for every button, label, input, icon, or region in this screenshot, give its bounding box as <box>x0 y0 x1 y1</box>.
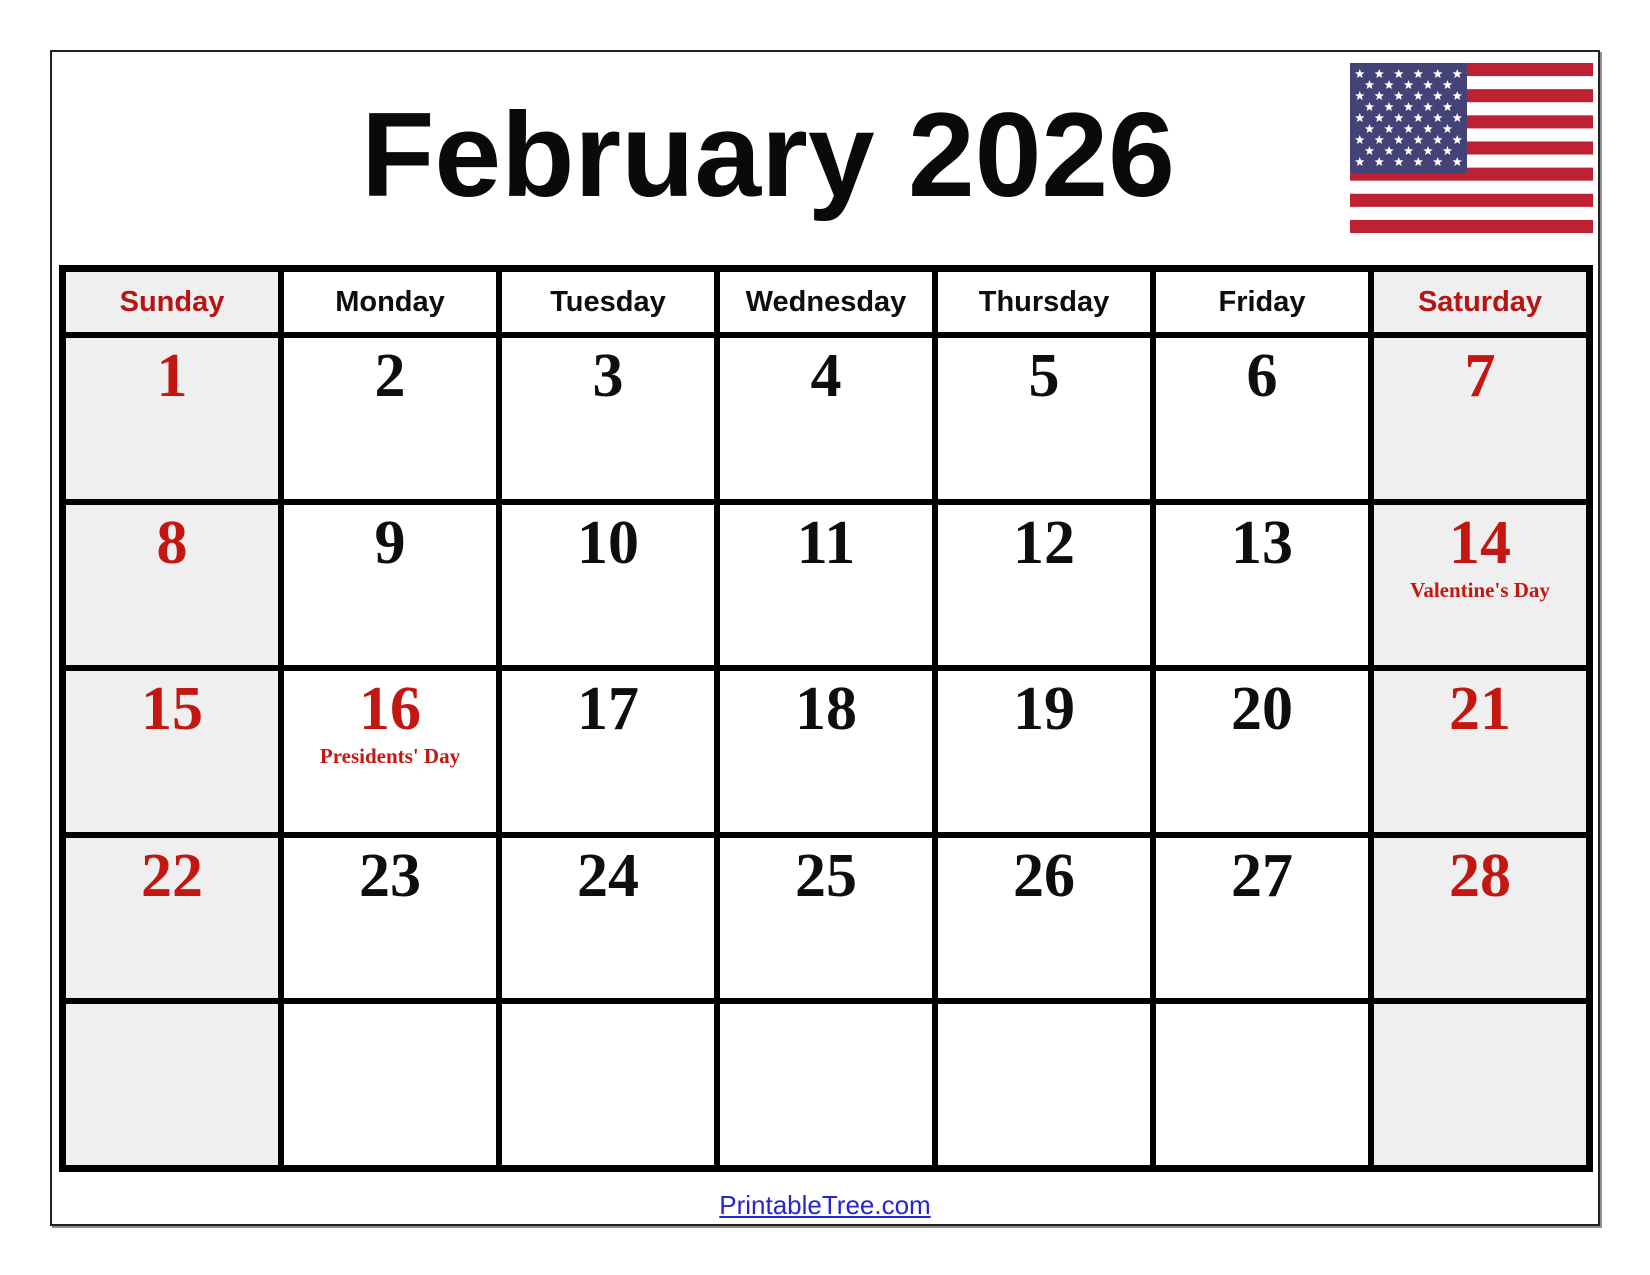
day-cell-9 <box>284 505 496 666</box>
day-number: 6 <box>1246 342 1278 410</box>
day-cell-1 <box>66 338 278 499</box>
weekday-header-saturday: Saturday <box>1374 272 1586 332</box>
day-number: 28 <box>1449 841 1511 910</box>
day-number: 22 <box>141 841 203 910</box>
calendar-grid <box>59 265 1593 1172</box>
day-cell-8 <box>66 505 278 666</box>
day-number: 27 <box>1231 841 1293 910</box>
day-cell-3 <box>502 338 714 499</box>
day-number: 2 <box>374 342 406 410</box>
us-flag-icon <box>1350 63 1593 233</box>
day-number: 15 <box>141 675 203 744</box>
day-cell-4 <box>720 338 932 499</box>
day-number: 17 <box>577 675 639 744</box>
day-cell-2 <box>284 338 496 499</box>
day-cell-15 <box>66 671 278 832</box>
day-cell-26 <box>938 838 1150 999</box>
day-number: 14 <box>1449 508 1511 577</box>
empty-day-cell <box>284 1004 496 1165</box>
day-cell-11 <box>720 505 932 666</box>
day-cell-27 <box>1156 838 1368 999</box>
day-cell-14 <box>1374 505 1586 666</box>
day-cell-13 <box>1156 505 1368 666</box>
holiday-label: Valentine's Day <box>1410 577 1550 602</box>
day-number: 1 <box>156 342 188 410</box>
weekday-header-friday: Friday <box>1156 272 1368 332</box>
day-number: 3 <box>592 342 624 410</box>
day-number: 5 <box>1028 342 1060 410</box>
day-cell-17 <box>502 671 714 832</box>
weekday-header-thursday: Thursday <box>938 272 1150 332</box>
day-cell-5 <box>938 338 1150 499</box>
day-cell-10 <box>502 505 714 666</box>
weekday-header-wednesday: Wednesday <box>720 272 932 332</box>
empty-day-cell <box>1374 1004 1586 1165</box>
day-cell-7 <box>1374 338 1586 499</box>
day-cell-23 <box>284 838 496 999</box>
empty-day-cell <box>502 1004 714 1165</box>
day-number: 18 <box>795 675 857 744</box>
day-cell-24 <box>502 838 714 999</box>
weekday-header-sunday: Sunday <box>66 272 278 332</box>
day-cell-22 <box>66 838 278 999</box>
day-number: 7 <box>1464 342 1496 410</box>
day-number: 21 <box>1449 675 1511 744</box>
day-cell-20 <box>1156 671 1368 832</box>
day-number: 16 <box>359 675 421 744</box>
day-cell-12 <box>938 505 1150 666</box>
day-cell-16 <box>284 671 496 832</box>
day-number: 10 <box>577 508 639 577</box>
page-title: February 2026 <box>361 88 1175 222</box>
day-number: 24 <box>577 841 639 910</box>
day-number: 12 <box>1013 508 1075 577</box>
holiday-label: Presidents' Day <box>319 744 461 769</box>
day-number: 8 <box>156 508 188 577</box>
day-number: 26 <box>1013 841 1075 910</box>
footer-link[interactable]: PrintableTree.com <box>719 1190 931 1220</box>
day-number: 4 <box>810 342 842 410</box>
day-cell-28 <box>1374 838 1586 999</box>
day-cell-19 <box>938 671 1150 832</box>
calendar-page <box>50 50 1600 1226</box>
empty-day-cell <box>1156 1004 1368 1165</box>
day-cell-21 <box>1374 671 1586 832</box>
footer <box>52 1190 1598 1221</box>
day-number: 13 <box>1231 508 1293 577</box>
weekday-header-tuesday: Tuesday <box>502 272 714 332</box>
weekday-header-monday: Monday <box>284 272 496 332</box>
day-number: 9 <box>374 508 406 577</box>
day-cell-18 <box>720 671 932 832</box>
day-cell-6 <box>1156 338 1368 499</box>
day-cell-25 <box>720 838 932 999</box>
day-number: 20 <box>1231 675 1293 744</box>
day-number: 23 <box>359 841 421 910</box>
day-number: 11 <box>796 508 856 577</box>
day-number: 19 <box>1013 675 1075 744</box>
empty-day-cell <box>938 1004 1150 1165</box>
empty-day-cell <box>66 1004 278 1165</box>
empty-day-cell <box>720 1004 932 1165</box>
day-number: 25 <box>795 841 857 910</box>
